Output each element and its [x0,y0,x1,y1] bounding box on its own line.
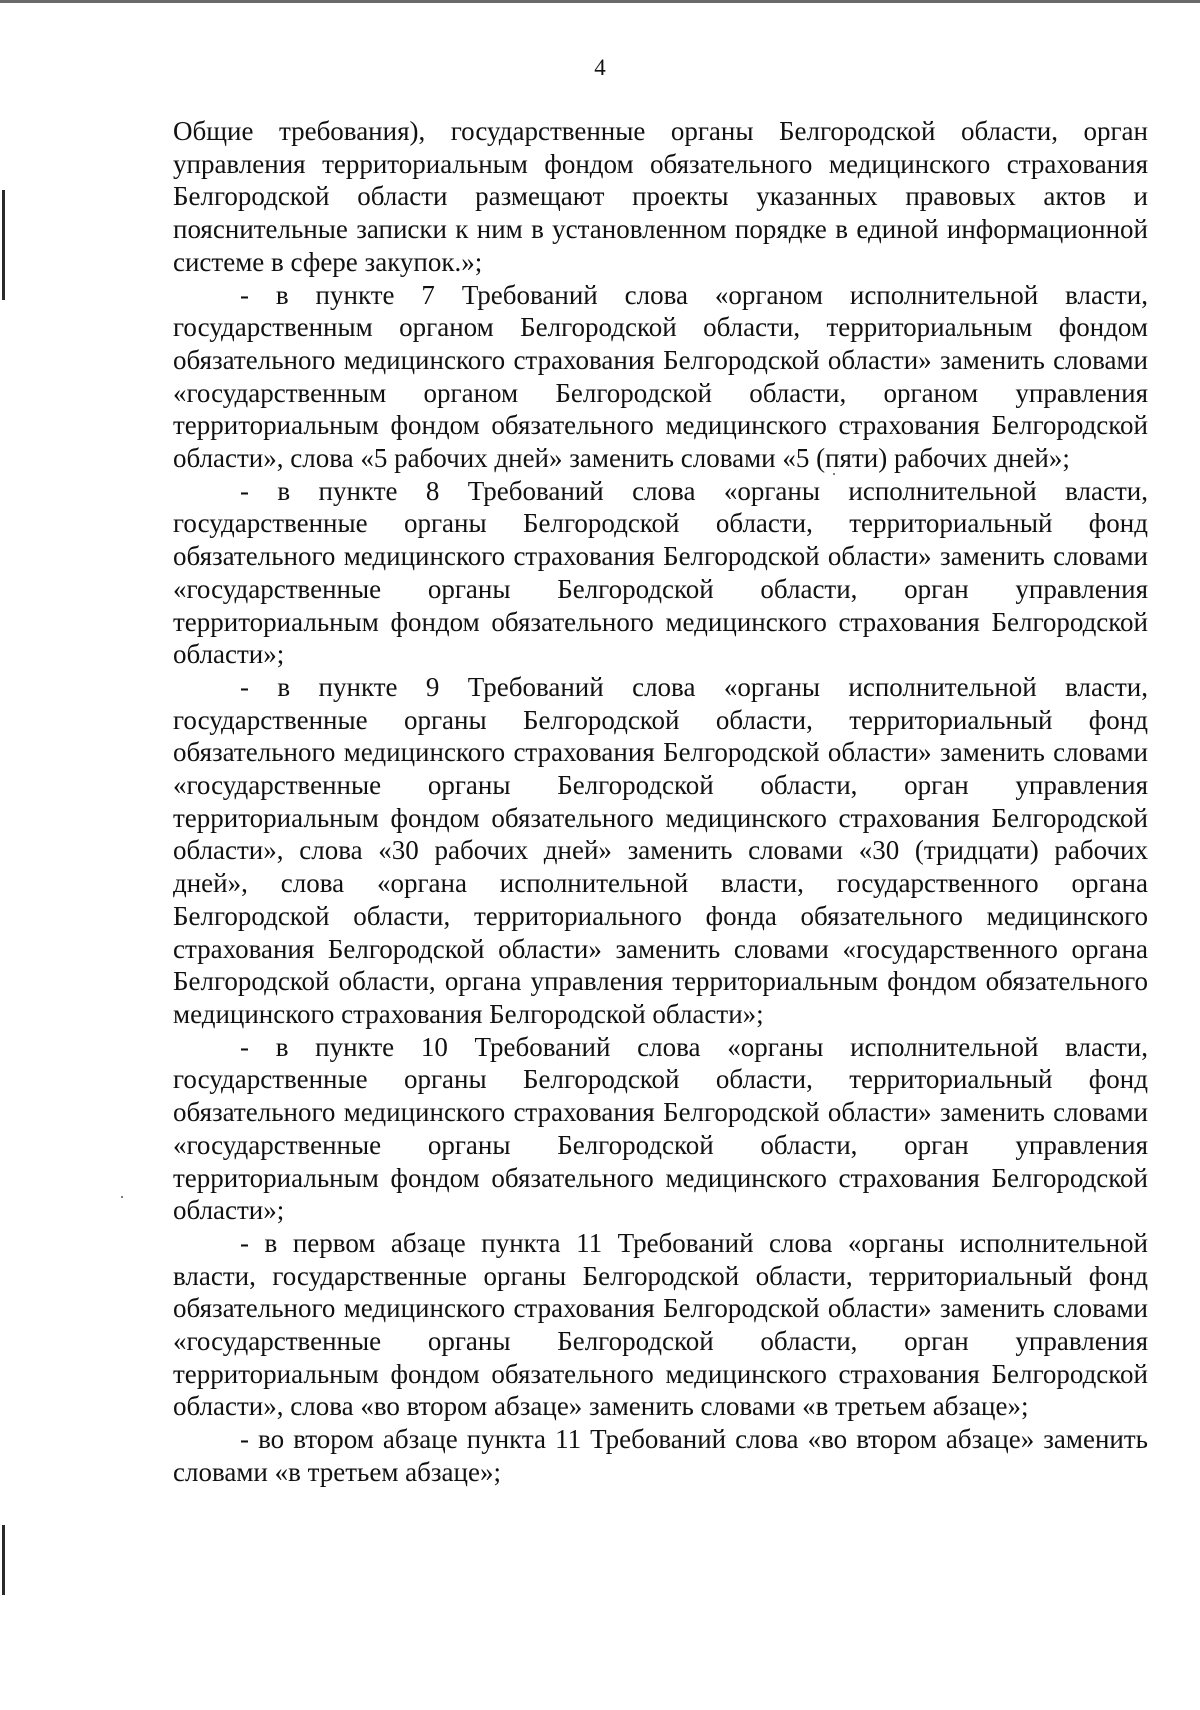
scan-left-edge-mark [2,190,5,300]
scan-speck [121,1196,123,1198]
paragraph-item-11-second: - во втором абзаце пункта 11 Требований слова «во втором абзаце» заменить словами «в третьем абзаце»; [173,1424,1148,1487]
page-number: 4 [594,55,606,80]
paragraph-continuation: Общие требования), государственные органы Белгородской области, орган управления территориальным фондом обязательного медицинского страхования Белгородской области размещают проекты указанных правовых актов и пояснительные записки к ним в установленном порядке в единой информационной системе в сфере закупок.»; [173,116,1148,277]
paragraph-item-8: - в пункте 8 Требований слова «органы исполнительной власти, государственные органы Белгородской области, территориальный фонд обязательного медицинского страхования Белгородской области» заменить словами «государственные органы Белгородской области, орган управления территориальным фондом обязательного медицинского страхования Белгородской области»; [173,475,1148,670]
document-body [173,115,1148,1489]
paragraph-item-10: - в пункте 10 Требований слова «органы исполнительной власти, государственные органы Белгородской области, территориальный фонд обязательного медицинского страхования Белгородской области» заменить словами «государственные органы Белгородской области, орган управления территориальным фондом обязательного медицинского страхования Белгородской области»; [173,1031,1148,1226]
scan-left-edge-mark [2,1525,5,1595]
paragraph-item-7: - в пункте 7 Требований слова «органом исполнительной власти, государственным органом Белгородской области, территориальным фондом обязательного медицинского страхования Белгородской области» заменить словами «государственным органом Белгородской области, органом управления территориальным фондом обязательного медицинского страхования Белгородской области», слова «5 рабочих дней» заменить словами «5 (пяти) рабочих дней»; [173,279,1148,474]
paragraph-item-11-first: - в первом абзаце пункта 11 Требований слова «органы исполнительной власти, государственные органы Белгородской области, территориальный фонд обязательного медицинского страхования Белгородской области» заменить словами «государственные органы Белгородской области, орган управления территориальным фондом обязательного медицинского страхования Белгородской области», слова «во втором абзаце» заменить словами «в третьем абзаце»; [173,1227,1148,1422]
scan-top-edge [0,0,1200,3]
paragraph-item-9: - в пункте 9 Требований слова «органы исполнительной власти, государственные органы Белгородской области, территориальный фонд обязательного медицинского страхования Белгородской области» заменить словами «государственные органы Белгородской области, орган управления территориальным фондом обязательного медицинского страхования Белгородской области», слова «30 рабочих дней» заменить словами «30 (тридцати) рабочих дней», слова «органа исполнительной власти, государственного органа Белгородской области, территориального фонда обязательного медицинского страхования Белгородской области» заменить словами «государственного органа Белгородской области, органа управления территориальным фондом обязательного медицинского страхования Белгородской области»; [173,671,1148,1029]
